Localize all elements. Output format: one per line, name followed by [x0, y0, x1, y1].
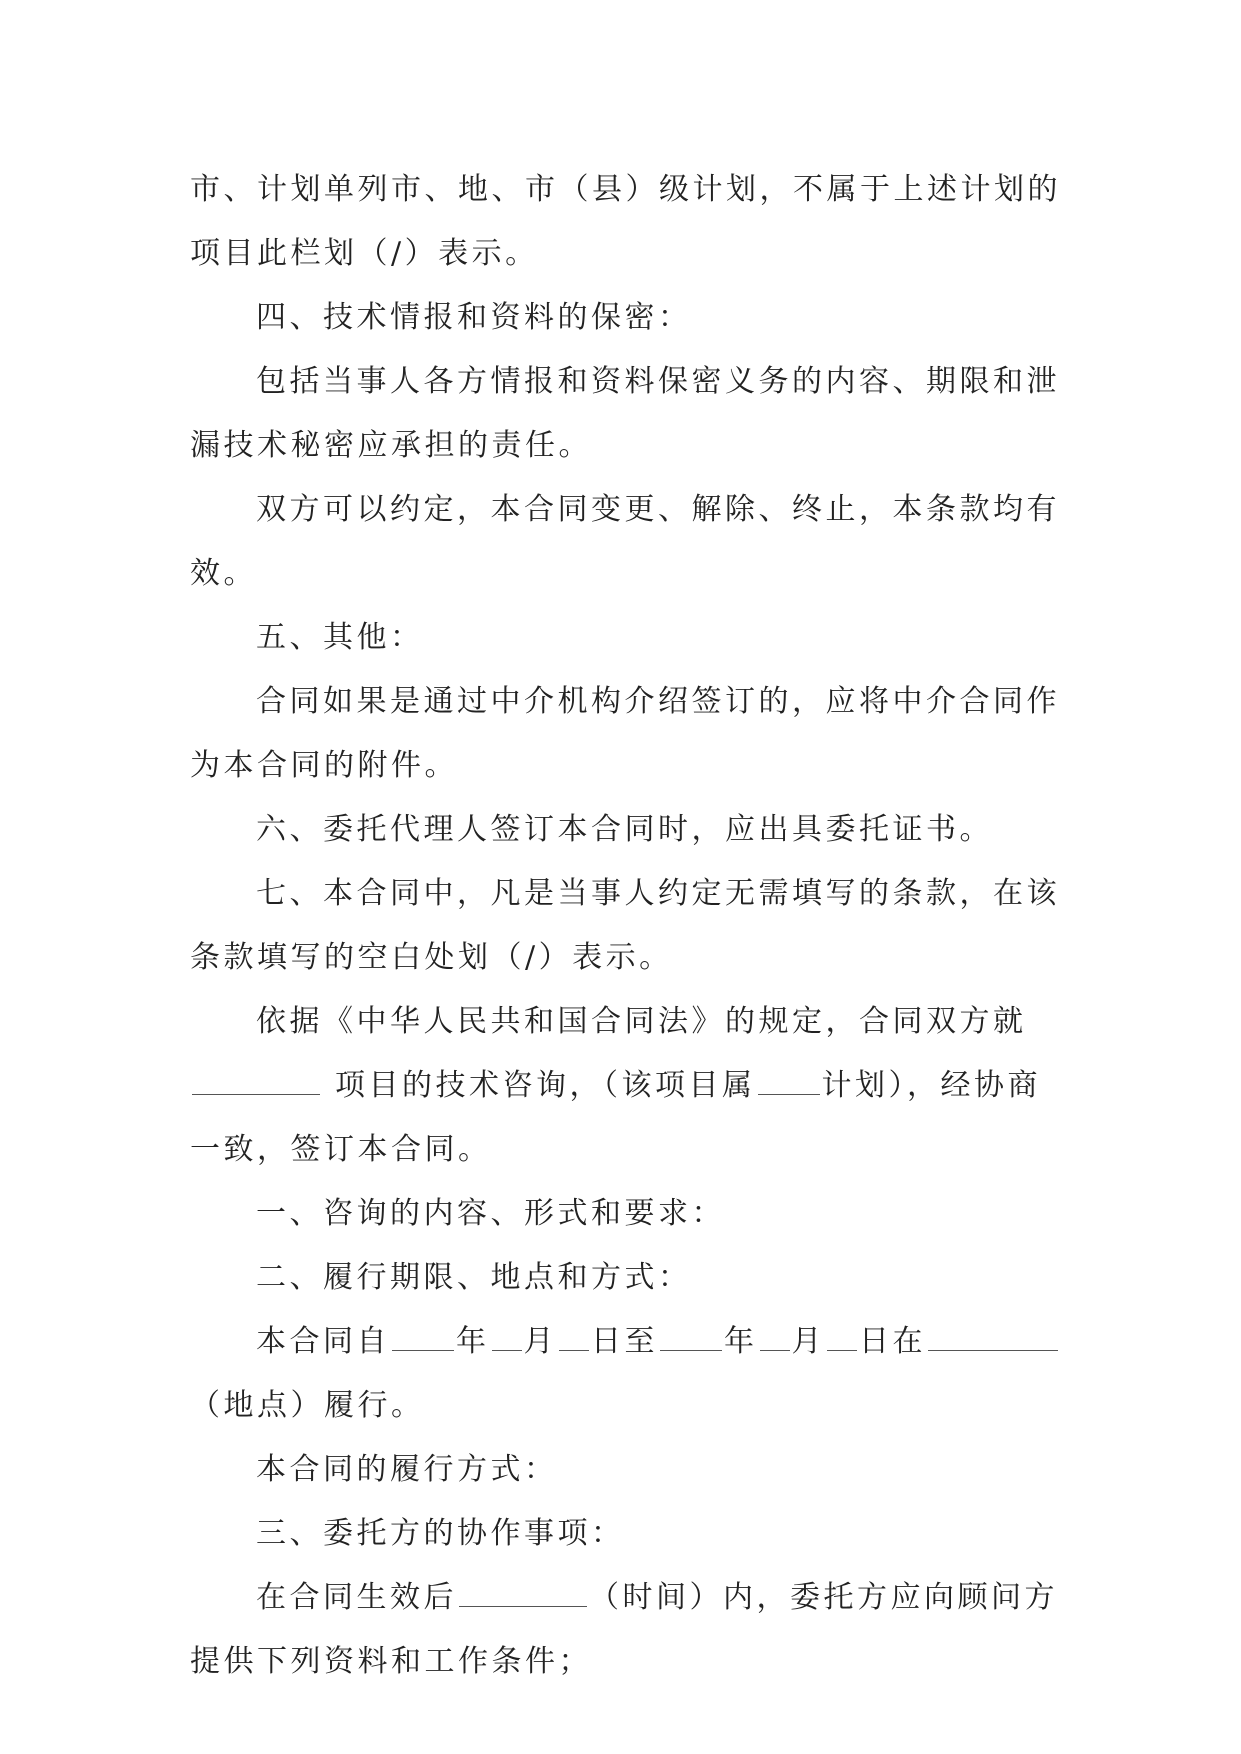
place-blank[interactable] — [928, 1328, 1058, 1351]
paragraph-client-provide-line2: 提供下列资料和工作条件； — [190, 1644, 592, 1679]
paragraph-confidentiality-line1: 包括当事人各方情报和资料保密义务的内容、期限和泄 — [256, 364, 1060, 399]
paragraph-blank-clauses-line2: 条款填写的空白处划（/）表示。 — [190, 940, 673, 975]
project-consult-text: 项目的技术咨询，（该项目属 — [335, 1068, 756, 1103]
plan-type-blank[interactable] — [758, 1072, 820, 1095]
paragraph-agency-line1: 合同如果是通过中介机构介绍签订的，应将中介合同作 — [256, 684, 1060, 719]
section-heading-other: 五、其他： — [256, 620, 424, 655]
section-heading-term-place: 二、履行期限、地点和方式： — [256, 1260, 692, 1295]
end-day-blank[interactable] — [827, 1328, 857, 1351]
paragraph-proxy: 六、委托代理人签订本合同时，应出具委托证书。 — [256, 812, 993, 847]
paragraph-validity-line1: 双方可以约定，本合同变更、解除、终止，本条款均有 — [256, 492, 1060, 527]
section-heading-consult-content: 一、咨询的内容、形式和要求： — [256, 1196, 725, 1231]
start-day-blank[interactable] — [559, 1328, 589, 1351]
start-year-blank[interactable] — [392, 1328, 454, 1351]
paragraph-validity-line2: 效。 — [190, 556, 257, 591]
month2-label: 月 — [791, 1324, 825, 1359]
paragraph-term-line2: （地点）履行。 — [190, 1388, 425, 1423]
paragraph-plan-level-line1: 市、计划单列市、地、市（县）级计划，不属于上述计划的 — [190, 172, 1061, 207]
paragraph-confidentiality-line2: 漏技术秘密应承担的责任。 — [190, 428, 592, 463]
paragraph-client-provide-line1 — [190, 1566, 1058, 1630]
paragraph-contract-law-line2 — [190, 1054, 1050, 1118]
document-body — [190, 158, 1061, 1694]
year-label: 年 — [456, 1324, 490, 1359]
paragraph-agency-line2: 为本合同的附件。 — [190, 748, 458, 783]
paragraph-contract-law-line3: 一致，签订本合同。 — [190, 1132, 492, 1167]
end-year-blank[interactable] — [660, 1328, 722, 1351]
section-heading-client-cooperation: 三、委托方的协作事项： — [256, 1516, 625, 1551]
client-provide-text: （时间）内，委托方应向顾问方 — [589, 1580, 1058, 1615]
start-month-blank[interactable] — [492, 1328, 522, 1351]
paragraph-contract-law-line1: 依据《中华人民共和国合同法》的规定，合同双方就 — [256, 1004, 1027, 1039]
day-to-label: 日至 — [591, 1324, 658, 1359]
plan-negotiation-text: 计划），经协商 — [821, 1068, 1042, 1103]
day-at-label: 日在 — [859, 1324, 926, 1359]
time-blank[interactable] — [459, 1584, 587, 1607]
after-effective-text: 在合同生效后 — [256, 1580, 457, 1615]
section-heading-confidentiality: 四、技术情报和资料的保密： — [256, 300, 692, 335]
project-name-blank[interactable] — [192, 1072, 320, 1095]
term-start-text: 本合同自 — [256, 1324, 390, 1359]
paragraph-term-line1 — [190, 1310, 1050, 1374]
paragraph-blank-clauses-line1: 七、本合同中，凡是当事人约定无需填写的条款，在该 — [256, 876, 1060, 911]
paragraph-performance-method: 本合同的履行方式： — [256, 1452, 558, 1487]
end-month-blank[interactable] — [760, 1328, 790, 1351]
year2-label: 年 — [724, 1324, 758, 1359]
paragraph-plan-level-line2: 项目此栏划（/）表示。 — [190, 236, 539, 271]
month-label: 月 — [523, 1324, 557, 1359]
